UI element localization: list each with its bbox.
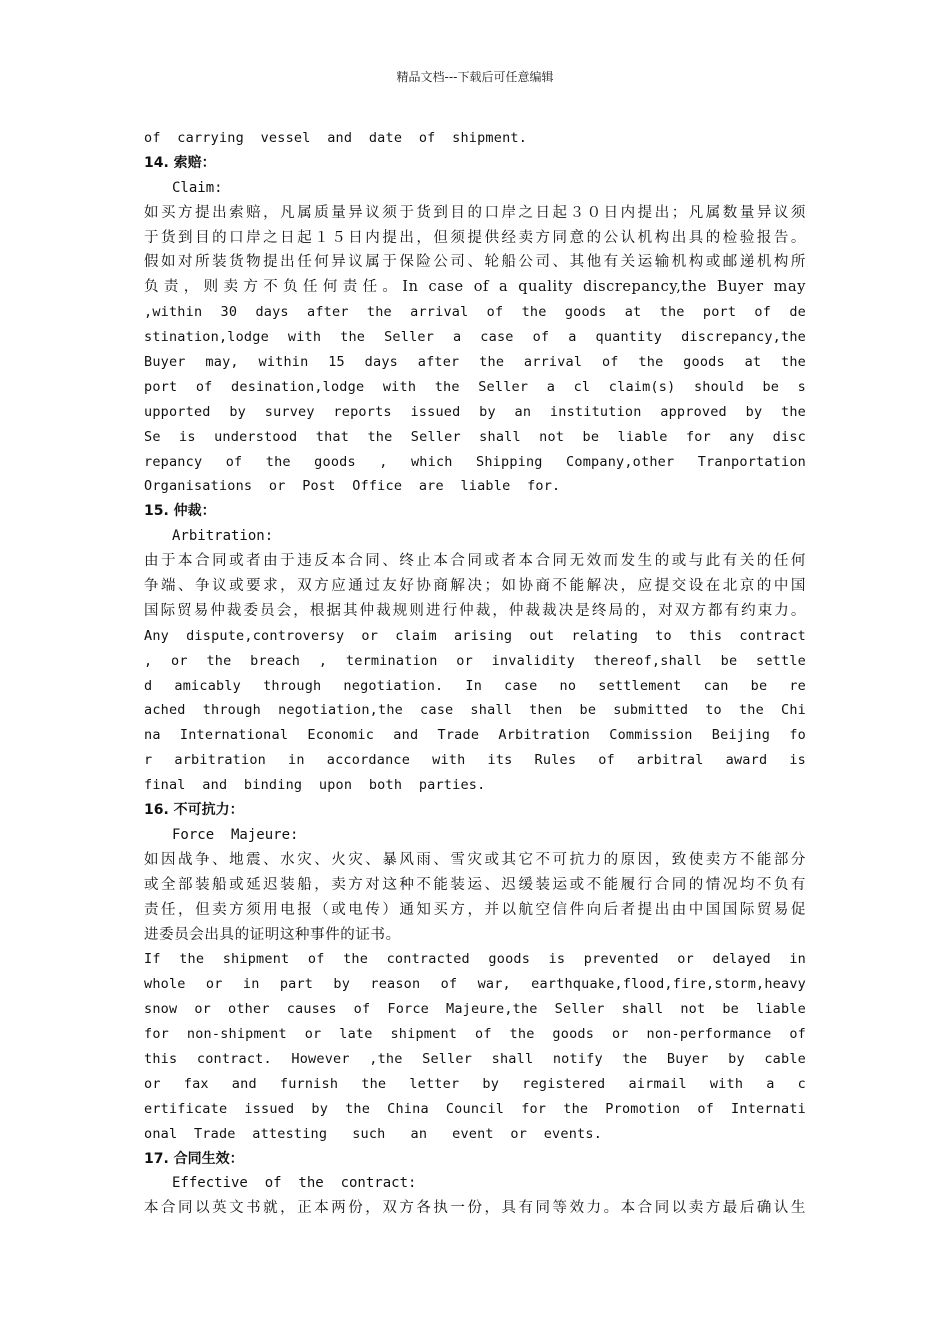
section-subtitle: Force Majeure:: [172, 826, 299, 843]
text-line: Se is understood that the Seller shall not be liable for any disc: [144, 428, 806, 445]
text-line: ached through negotiation,the case shall then be submitted to the Chi: [144, 702, 806, 719]
text-line: 本合同以英文书就，正本两份，双方各执一份，具有同等效力。本合同以卖方最后确认生: [144, 1200, 806, 1217]
text-line: repancy of the goods , which Shipping Company,other Tranportation: [144, 453, 806, 470]
text-line: port of desination,lodge with the Seller a cl claim(s) should be s: [144, 378, 806, 395]
text-line: 或全部装船或延迟装船，卖方对这种不能装运、迟缓装运或不能履行合同的情况均不负有: [144, 876, 806, 893]
text-line: final and binding upon both parties.: [144, 777, 486, 794]
text-line: snow or other causes of Force Majeure,the Seller shall not be liable: [144, 1001, 806, 1018]
section-subtitle: Claim:: [172, 179, 223, 196]
text-line: 由于本合同或者由于违反本合同、终止本合同或者本合同无效而发生的或与此有关的任何: [144, 553, 806, 570]
section-heading: 16. 不可抗力：: [144, 802, 244, 819]
text-line: ertificate issued by the China Council for the Promotion of Internati: [144, 1100, 806, 1117]
text-line: Buyer may, within 15 days after the arrival of the goods at the: [144, 354, 806, 371]
text-line: 国际贸易仲裁委员会，根据其仲裁规则进行仲裁，仲裁裁决是终局的，对双方都有约束力。: [144, 602, 806, 619]
text-line: 负责，则卖方不负任何责任。In case of a quality discrepancy,the Buyer may: [144, 279, 806, 296]
section-subtitle: Arbitration:: [172, 528, 274, 545]
section-heading: 15. 仲裁：: [144, 503, 216, 520]
text-line: 于货到目的口岸之日起１５日内提出，但须提供经卖方同意的公认机构出具的检验报告。: [144, 229, 806, 246]
text-line: , or the breach , termination or invalidity thereof,shall be settle: [144, 652, 806, 669]
text-line: onal Trade attesting such an event or events.: [144, 1125, 603, 1142]
text-line: 进委员会出具的证明这种事件的证书。: [144, 926, 401, 943]
text-line: na International Economic and Trade Arbitration Commission Beijing fo: [144, 727, 806, 744]
text-line: stination,lodge with the Seller a case of a quantity discrepancy,the: [144, 329, 806, 346]
document-body: [144, 126, 806, 1221]
section-heading: 17. 合同生效：: [144, 1150, 244, 1167]
text-line: whole or in part by reason of war, earthquake,flood,fire,storm,heavy: [144, 976, 806, 993]
text-line: If the shipment of the contracted goods is prevented or delayed in: [144, 951, 806, 968]
text-line: or fax and furnish the letter by registered airmail with a c: [144, 1075, 806, 1092]
text-line: this contract. However ,the Seller shall notify the Buyer by cable: [144, 1050, 806, 1067]
page-header: 精品文档---下载后可任意编辑: [396, 70, 554, 84]
text-line: for non-shipment or late shipment of the goods or non-performance of: [144, 1026, 806, 1043]
text-line: 如因战争、地震、水灾、火灾、暴风雨、雪灾或其它不可抗力的原因，致使卖方不能部分: [144, 851, 806, 868]
text-line: 假如对所装货物提出任何异议属于保险公司、轮船公司、其他有关运输机构或邮递机构所: [144, 254, 806, 271]
text-line: upported by survey reports issued by an institution approved by the: [144, 403, 806, 420]
section-heading: 14. 索赔：: [144, 154, 216, 171]
text-line: ,within 30 days after the arrival of the goods at the port of de: [144, 304, 806, 321]
text-line: d amicably through negotiation. In case no settlement can be re: [144, 677, 806, 694]
section-subtitle: Effective of the contract:: [172, 1175, 417, 1192]
text-line: r arbitration in accordance with its Rules of arbitral award is: [144, 752, 806, 769]
text-line: 责任，但卖方须用电报（或电传）通知买方，并以航空信件向后者提出由中国国际贸易促: [144, 901, 806, 918]
text-line: 争端、争议或要求，双方应通过友好协商解决；如协商不能解决，应提交设在北京的中国: [144, 578, 806, 595]
text-line: 如买方提出索赔，凡属质量异议须于货到目的口岸之日起３０日内提出；凡属数量异议须: [144, 204, 806, 221]
text-line: Organisations or Post Office are liable for.: [144, 478, 561, 495]
text-line: Any dispute,controversy or claim arising out relating to this contract: [144, 627, 806, 644]
text-line: of carrying vessel and date of shipment.: [144, 130, 528, 146]
